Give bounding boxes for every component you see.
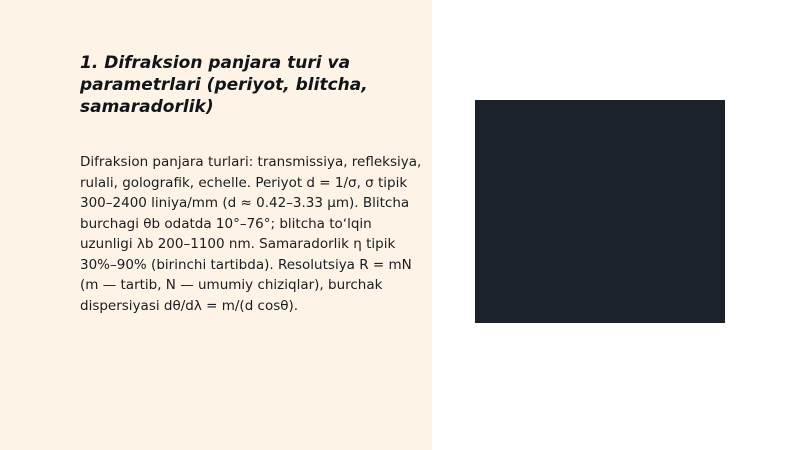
image-placeholder (475, 100, 725, 323)
slide-title: 1. Difraksion panjara turi va parametrlari (periyot, blitcha, samaradorlik) (80, 53, 368, 117)
slide-body-text: Difraksion panjara turlari: transmissiya, refleksiya, rulali, golografik, echelle. Periyot d = 1/σ, σ tipik 300–2400 liniya/mm (d ≈ 0.42–3.33 μm). Blitcha burchagi θb odatda 10°–76°; blitcha toʻlqin uzunligi λb 200–1100 nm. Samaradorlik η tipik 30%–90% (birinchi tartibda). Resolutsiya R = mN (m — tartib, N — umumiy chiziqlar), burchak dispersiyasi dθ/dλ = m/(d cosθ). (80, 154, 422, 314)
